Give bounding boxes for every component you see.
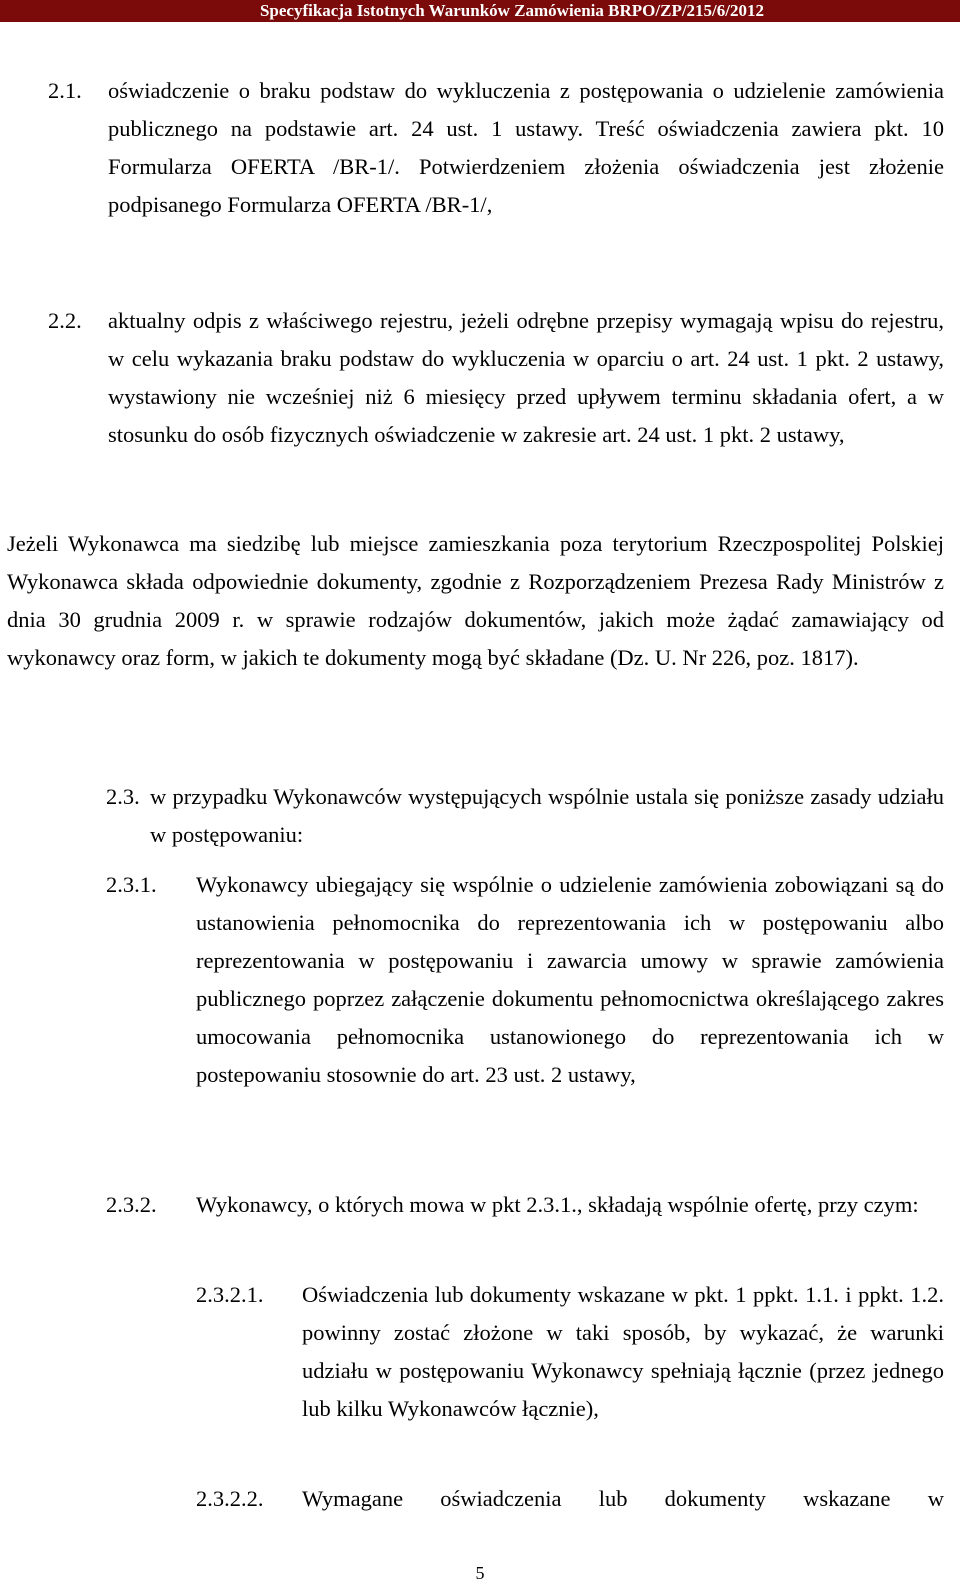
item-text: Oświadczenia lub dokumenty wskazane w pkt. 1 ppkt. 1.1. i ppkt. 1.2. powinny zostać złożone w taki sposób, by wykazać, że warunki udziału w postępowaniu Wykonawcy spełniają łącznie (przez jednego lub kilku Wykonawców łącznie),	[302, 1282, 944, 1421]
item-2-3-1	[106, 866, 944, 1094]
header-title: Specyfikacja Istotnych Warunków Zamówienia BRPO/ZP/215/6/2012	[259, 1, 764, 20]
item-2-1	[48, 72, 944, 224]
item-text: Wykonawcy, o których mowa w pkt 2.3.1., składają wspólnie ofertę, przy czym:	[196, 1192, 919, 1217]
item-number: 2.1.	[48, 78, 82, 103]
item-text: Wymagane oświadczenia lub dokumenty wskazane w	[302, 1486, 944, 1511]
item-number: 2.3.2.2.	[196, 1486, 264, 1511]
item-2-3-2-1	[196, 1276, 944, 1428]
item-2-2	[48, 302, 944, 454]
item-text: oświadczenie o braku podstaw do wykluczenia z postępowania o udzielenie zamówienia publicznego na podstawie art. 24 ust. 1 ustawy. Treść oświadczenia zawiera pkt. 10 Formularza OFERTA /BR-1/. Potwierdzeniem złożenia oświadczenia jest złożenie podpisanego Formularza OFERTA /BR-1/,	[108, 78, 944, 217]
item-number: 2.3.	[106, 784, 140, 809]
item-2-3	[106, 778, 944, 854]
item-number: 2.3.1.	[106, 872, 157, 897]
item-2-3-2	[106, 1186, 944, 1224]
document-header	[0, 0, 960, 22]
item-text: w przypadku Wykonawców występujących wspólnie ustala się poniższe zasady udziału w postępowaniu:	[150, 784, 944, 847]
item-text: Wykonawcy ubiegający się wspólnie o udzielenie zamówienia zobowiązani są do ustanowienia pełnomocnika do reprezentowania ich w postępowaniu albo reprezentowania w postępowaniu i zawarcia umowy w sprawie zamówienia publicznego poprzez załączenie dokumentu pełnomocnictwa określającego zakres umocowania pełnomocnika ustanowionego do reprezentowania ich w postepowaniu stosownie do art. 23 ust. 2 ustawy,	[196, 872, 944, 1087]
foreign-contractor-paragraph: Jeżeli Wykonawca ma siedzibę lub miejsce zamieszkania poza terytorium Rzeczpospolitej Polskiej Wykonawca składa odpowiednie dokumenty, zgodnie z Rozporządzeniem Prezesa Rady Ministrów z dnia 30 grudnia 2009 r. w sprawie rodzajów dokumentów, jakich może żądać zamawiający od wykonawcy oraz form, w jakich te dokumenty mogą być składane (Dz. U. Nr 226, poz. 1817).	[7, 531, 944, 670]
item-number: 2.3.2.	[106, 1192, 157, 1217]
item-number: 2.2.	[48, 308, 82, 333]
item-2-3-2-2	[196, 1480, 944, 1518]
item-number: 2.3.2.1.	[196, 1282, 264, 1307]
page-number: 5	[475, 1563, 485, 1583]
item-text: aktualny odpis z właściwego rejestru, jeżeli odrębne przepisy wymagają wpisu do rejestru, w celu wykazania braku podstaw do wykluczenia w oparciu o art. 24 ust. 1 pkt. 2 ustawy, wystawiony nie wcześniej niż 6 miesięcy przed upływem terminu składania ofert, a w stosunku do osób fizycznych oświadczenie w zakresie art. 24 ust. 1 pkt. 2 ustawy,	[108, 308, 944, 447]
